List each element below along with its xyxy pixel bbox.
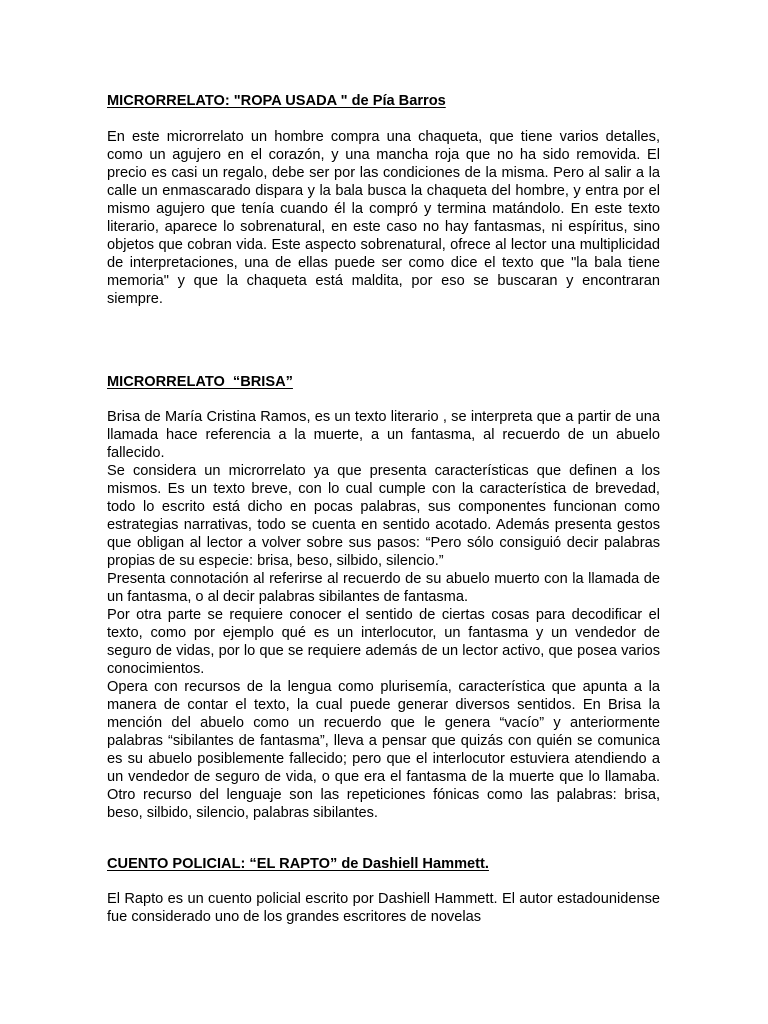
- section-el-rapto: [107, 855, 660, 873]
- paragraph: En este microrrelato un hombre compra una chaqueta, que tiene varios detalles, como un agujero en el corazón, y una mancha roja que no ha sido removida. El precio es casi un regalo, debe ser por las condiciones de la misma. Pero al salir a la calle un enmascarado dispara y la bala busca la chaqueta del hombre, y entra por el mismo agujero que tenía cuando él la compró y termina matándolo. En este texto literario, aparece lo sobrenatural, en este caso no hay fantasmas, ni espíritus, sino objetos que cobran vida. Este aspecto sobrenatural, ofrece al lector una multiplicidad de interpretaciones, una de ellas puede ser como dice el texto que "la bala tiene memoria" y que la chaqueta está maldita, por eso se buscaran y encontraran siempre.: [107, 129, 660, 307]
- paragraph: Brisa de María Cristina Ramos, es un texto literario , se interpreta que a partir de una llamada hace referencia a la muerte, a un fantasma, al recuerdo de un abuelo fallecido.: [107, 409, 660, 461]
- paragraph: Por otra parte se requiere conocer el sentido de ciertas cosas para decodificar el texto, como por ejemplo qué es un interlocutor, un fantasma y un vendedor de seguro de vidas, por lo que se requiere además de un lector activo, que posea varios conocimientos.: [107, 607, 660, 677]
- section-el-rapto-body: [107, 890, 660, 926]
- paragraph: Presenta connotación al referirse al recuerdo de su abuelo muerto con la llamada de un fantasma, o al decir palabras sibilantes de fantasma.: [107, 571, 660, 605]
- section-ropa-usada-body: [107, 128, 660, 308]
- paragraph: Opera con recursos de la lengua como plurisemía, característica que apunta a la manera de contar el texto, la cual puede generar diversos sentidos. En Brisa la mención del abuelo como un recuerdo que le genera “vacío” y anteriormente palabras “sibilantes de fantasma”, lleva a pensar que quizás con quién se comunica es su abuelo posiblemente fallecido; pero que el interlocutor estuviera atendiendo a un vendedor de seguro de vida, o que era el fantasma de la muerte que lo llamaba. Otro recurso del lenguaje son las repeticiones fónicas como las palabras: brisa, beso, silbido, silencio, palabras sibilantes.: [107, 679, 660, 821]
- section-brisa: [107, 373, 660, 391]
- section-ropa-usada: [107, 92, 660, 110]
- paragraph: El Rapto es un cuento policial escrito por Dashiell Hammett. El autor estadounidense fue considerado uno de los grandes escritores de novelas: [107, 891, 660, 925]
- section-brisa-body: [107, 408, 660, 822]
- paragraph: Se considera un microrrelato ya que presenta características que definen a los mismos. Es un texto breve, con lo cual cumple con la característica de brevedad, todo lo escrito está dicho en pocas palabras, sus componentes funcionan como estrategias narrativas, todo se cuenta en sentido acotado. Además presenta gestos que obligan al lector a volver sobre sus pasos: “Pero sólo consiguió decir palabras propias de su especie: brisa, beso, silbido, silencio.”: [107, 463, 660, 569]
- section-heading: CUENTO POLICIAL: “EL RAPTO” de Dashiell Hammett.: [107, 856, 489, 872]
- section-heading: MICRORRELATO “BRISA”: [107, 374, 293, 390]
- section-heading: MICRORRELATO: "ROPA USADA " de Pía Barros: [107, 93, 446, 109]
